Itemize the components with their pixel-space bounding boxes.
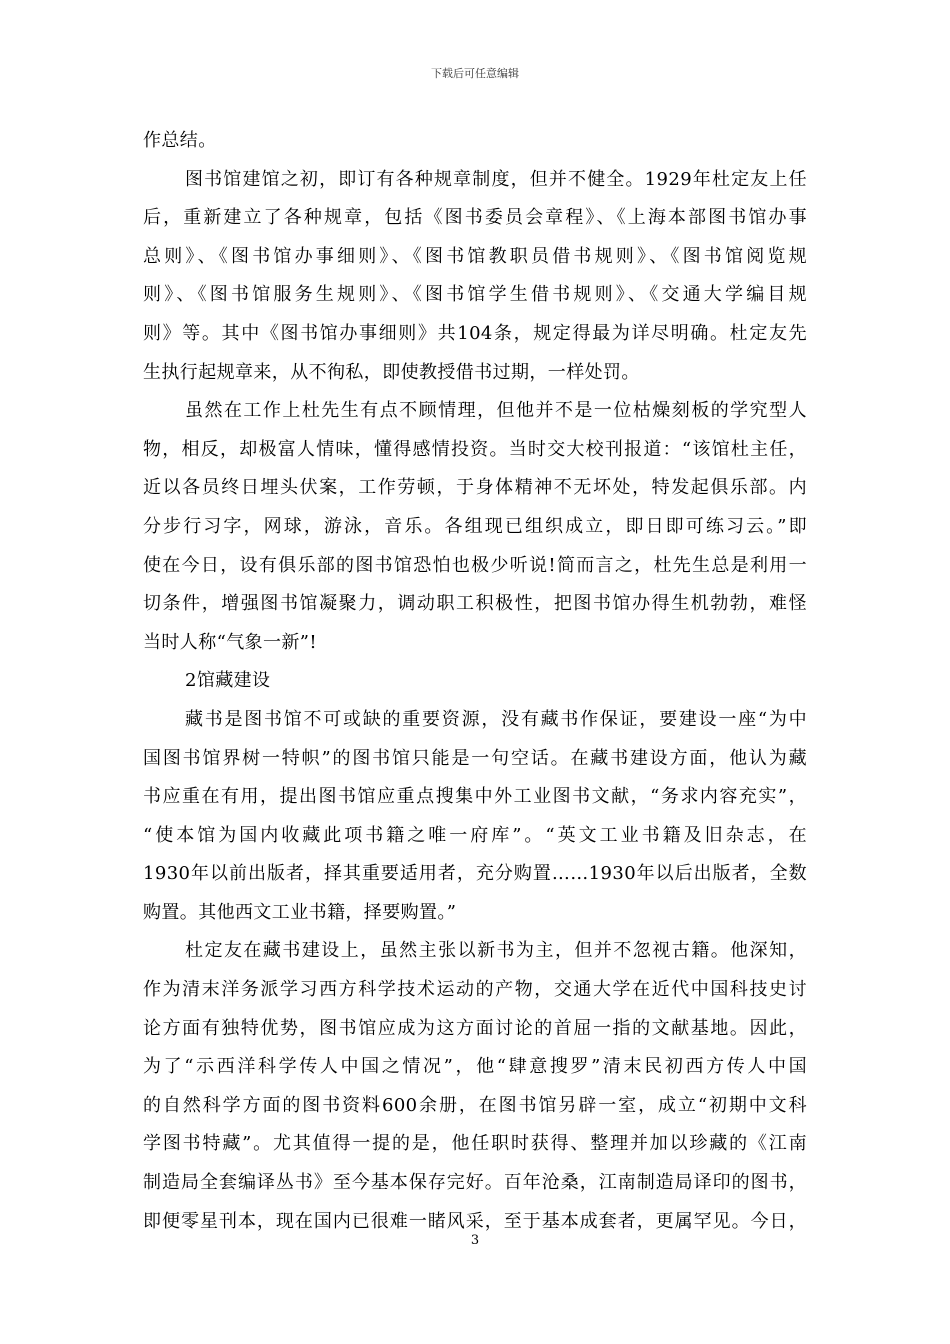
body-line: 国图书馆界树一特帜”的图书馆只能是一句空话。在藏书建设方面，他认为藏 xyxy=(143,747,807,769)
body-line: 切条件，增强图书馆凝聚力，调动职工积极性，把图书馆办得生机勃勃，难怪 xyxy=(143,593,807,615)
body-line: 近以各员终日埋头伏案，工作劳顿，于身体精神不无坏处，特发起俱乐部。内 xyxy=(143,477,807,499)
body-line: “使本馆为国内收藏此项书籍之唯一府库”。“英文工业书籍及旧杂志，在 xyxy=(143,824,807,846)
body-line: 后，重新建立了各种规章，包括《图书委员会章程》、《上海本部图书馆办事 xyxy=(143,207,807,229)
body-line: 当时人称“气象一新”! xyxy=(143,631,318,653)
body-line: 物，相反，却极富人情味，懂得感情投资。当时交大校刊报道：“该馆杜主任， xyxy=(143,438,807,460)
body-line: 虽然在工作上杜先生有点不顾情理，但他并不是一位枯燥刻板的学究型人 xyxy=(185,400,807,422)
body-line: 制造局全套编译丛书》至今基本保存完好。百年沧桑，江南制造局译印的图书， xyxy=(143,1172,807,1194)
page-number: 3 xyxy=(470,1233,480,1248)
body-line: 书应重在有用，提出图书馆应重点搜集中外工业图书文献，“务求内容充实”， xyxy=(143,786,807,808)
body-line: 则》等。其中《图书馆办事细则》共104条，规定得最为详尽明确。杜定友先 xyxy=(143,322,807,344)
document-body xyxy=(143,122,807,1241)
body-line: 藏书是图书馆不可或缺的重要资源，没有藏书作保证，要建设一座“为中 xyxy=(185,708,807,730)
body-line: 图书馆建馆之初，即订有各种规章制度，但并不健全。1929年杜定友上任 xyxy=(185,168,807,190)
body-line: 作为清末洋务派学习西方科学技术运动的产物，交通大学在近代中国科技史讨 xyxy=(143,979,807,1001)
body-line: 购置。其他西文工业书籍，择要购置。” xyxy=(143,901,457,923)
body-line: 分步行习字，网球，游泳，音乐。各组现已组织成立，即日即可练习云。”即 xyxy=(143,515,807,537)
body-line: 为了“示西洋科学传人中国之情况”，他“肆意搜罗”清末民初西方传人中国 xyxy=(143,1056,807,1078)
body-line: 学图书特藏”。尤其值得一提的是，他任职时获得、整理并加以珍藏的《江南 xyxy=(143,1133,807,1155)
page-header: 下载后可任意编辑 xyxy=(431,67,519,80)
body-line: 即便零星刊本，现在国内已很难一睹风采，至于基本成套者，更属罕见。今日， xyxy=(143,1210,807,1232)
body-line: 1930年以前出版者，择其重要适用者，充分购置……1930年以后出版者，全数 xyxy=(143,863,807,885)
body-line: 生执行起规章来，从不徇私，即使教授借书过期，一样处罚。 xyxy=(143,361,640,383)
body-line: 则》、《图书馆服务生规则》、《图书馆学生借书规则》、《交通大学编目规 xyxy=(143,284,807,306)
body-line: 作总结。 xyxy=(143,130,217,151)
body-line: 总则》、《图书馆办事细则》、《图书馆教职员借书规则》、《图书馆阅览规 xyxy=(143,245,807,267)
section-heading: 2馆藏建设 xyxy=(185,670,271,692)
body-line: 使在今日，设有俱乐部的图书馆恐怕也极少听说!简而言之，杜先生总是利用一 xyxy=(143,554,807,576)
body-line: 论方面有独特优势，图书馆应成为这方面讨论的首屈一指的文献基地。因此， xyxy=(143,1017,807,1039)
body-line: 杜定友在藏书建设上，虽然主张以新书为主，但并不忽视古籍。他深知， xyxy=(185,940,807,962)
body-line: 的自然科学方面的图书资料600余册，在图书馆另辟一室，成立“初期中文科 xyxy=(143,1094,807,1116)
